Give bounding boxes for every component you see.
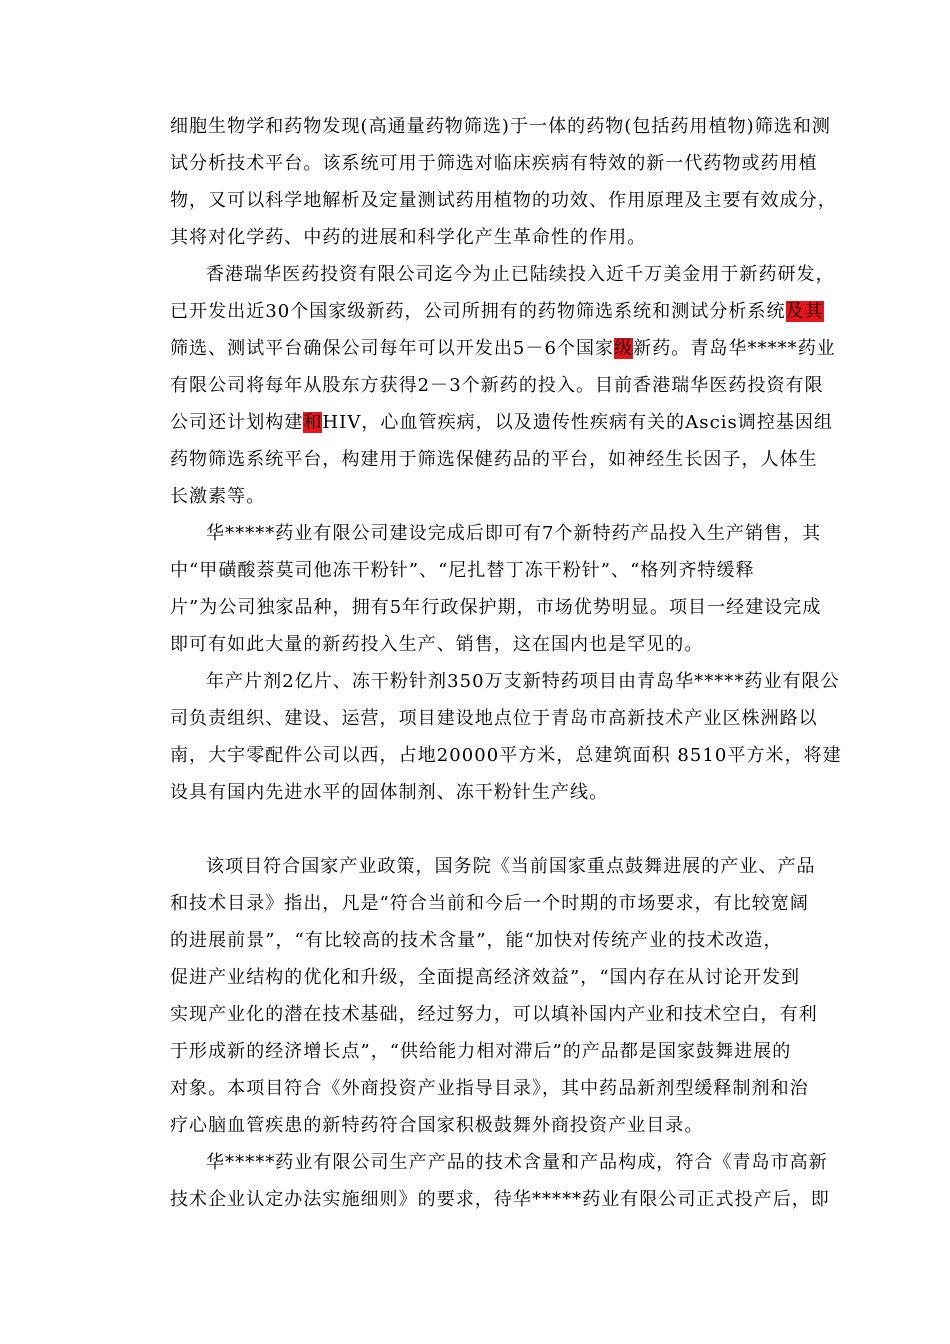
paragraph-text: 新药。青岛华*****药业 bbox=[633, 338, 836, 359]
paragraph-line-with-highlight bbox=[170, 338, 836, 360]
paragraph-line: 华*****药业有限公司生产产品的技术含量和产品构成，符合《青岛市高新 bbox=[206, 1152, 828, 1173]
paragraph-text: HIV，心血管疾病，以及遗传性疾病有关的Ascis调控基因组 bbox=[322, 412, 834, 433]
paragraph-line: 于形成新的经济增长点”，“供给能力相对滞后”的产品都是国家鼓舞进展的 bbox=[170, 1041, 792, 1062]
paragraph-line: 年产片剂2亿片、冻干粉针剂350万支新特药项目由青岛华*****药业有限公 bbox=[206, 671, 840, 692]
paragraph-line: 对象。本项目符合《外商投资产业指导目录》，其中药品新剂型缓释制剂和治 bbox=[170, 1078, 809, 1099]
paragraph-line-with-highlight bbox=[170, 301, 824, 323]
paragraph-line: 物，又可以科学地解析及定量测试药用植物的功效、作用原理及主要有效成分， bbox=[170, 190, 837, 211]
paragraph-line: 促进产业结构的优化和升级，全面提高经济效益”，“国内存在从讨论开发到 bbox=[170, 967, 801, 988]
paragraph-line: 华*****药业有限公司建设完成后即可有7个新特药产品投入生产销售，其 bbox=[206, 523, 822, 544]
paragraph-line: 试分析技术平台。该系统可用于筛选对临床疾病有特效的新一代药物或药用植 bbox=[170, 153, 818, 174]
paragraph-line: 设具有国内先进水平的固体制剂、冻干粉针生产线。 bbox=[170, 782, 609, 803]
paragraph-line: 技术企业认定办法实施细则》的要求，待华*****药业有限公司正式投产后，即 bbox=[170, 1189, 830, 1210]
paragraph-text: 筛选、测试平台确保公司每年可以开发出5－6个国家 bbox=[170, 338, 615, 359]
paragraph-line: 疗心脑血管疾患的新特药符合国家积极鼓舞外商投资产业目录。 bbox=[170, 1115, 704, 1136]
highlighted-text: 级 bbox=[614, 338, 634, 359]
paragraph-line: 其将对化学药、中药的进展和科学化产生革命性的作用。 bbox=[170, 227, 647, 248]
paragraph-line: 即可有如此大量的新药投入生产、销售，这在国内也是罕见的。 bbox=[170, 634, 704, 655]
paragraph-line: 和技术目录》指出，凡是“符合当前和今后一个时期的市场要求，有比较宽阔 bbox=[170, 893, 809, 914]
paragraph-line: 该项目符合国家产业政策，国务院《当前国家重点鼓舞进展的产业、产品 bbox=[206, 856, 816, 877]
paragraph-line: 有限公司将每年从股东方获得2－3个新药的投入。目前香港瑞华医药投资有限 bbox=[170, 375, 824, 396]
paragraph-line: 实现产业化的潜在技术基础，经过努力，可以填补国内产业和技术空白，有利 bbox=[170, 1004, 818, 1025]
paragraph-line-with-highlight bbox=[170, 412, 833, 434]
paragraph-line: 药物筛选系统平台，构建用于筛选保健药品的平台，如神经生长因子，人体生 bbox=[170, 449, 818, 470]
paragraph-line: 中“甲磺酸萘莫司他冻干粉针”、“尼扎替丁冻干粉针”、“格列齐特缓释 bbox=[170, 560, 755, 581]
paragraph-line: 的进展前景”，“有比较高的技术含量”，能“加快对传统产业的技术改造， bbox=[170, 930, 783, 951]
paragraph-line: 细胞生物学和药物发现(高通量药物筛选)于一体的药物(包括药用植物)筛选和测 bbox=[170, 116, 831, 137]
paragraph-line: 香港瑞华医药投资有限公司迄今为止已陆续投入近千万美金用于新药研发， bbox=[206, 264, 835, 285]
highlighted-text: 和 bbox=[303, 412, 323, 433]
paragraph-text: 已开发出近30个国家级新药，公司所拥有的药物筛选系统和测试分析系统 bbox=[170, 301, 786, 322]
paragraph-line: 长激素等。 bbox=[170, 486, 266, 507]
paragraph-line: 南，大宇零配件公司以西，占地20000平方米，总建筑面积 8510平方米，将建 bbox=[170, 745, 842, 766]
paragraph-line: 片”为公司独家品种，拥有5年行政保护期，市场优势明显。项目一经建设完成 bbox=[170, 597, 822, 618]
paragraph-line: 司负责组织、建设、运营，项目建设地点位于青岛市高新技术产业区株洲路以 bbox=[170, 708, 818, 729]
paragraph-text: 公司还计划构建 bbox=[170, 412, 304, 433]
highlighted-text: 及其 bbox=[785, 301, 824, 322]
